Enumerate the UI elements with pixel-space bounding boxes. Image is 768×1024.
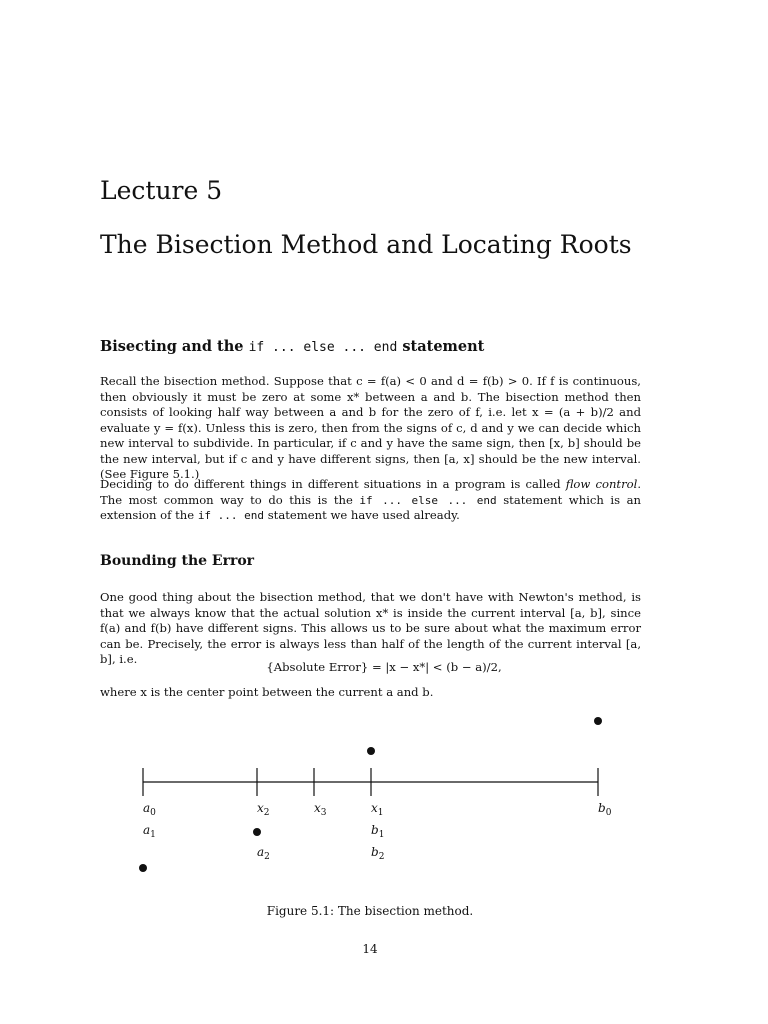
code-if-else-end: if ... else ... end bbox=[359, 493, 497, 507]
label-a1: $a_1$ bbox=[143, 823, 156, 840]
heading-text-pre: Bisecting and the bbox=[100, 338, 244, 355]
paragraph-recall: Recall the bisection method. Suppose that c = f(a) < 0 and d = f(b) > 0. If f is continuous, then obviously it must be zero at some x* between a and b. The bisection method then consists of looking half way between a and b for the zero of f, i.e. let x = (a + b)/2 and evaluate y = f(x). Unless this is zero, then from the signs of c, d and y we can decide which new interval to subdivide. In particular, if c and y have the same sign, then [x, b] should be the new interval, but if c and y have different signs, then [a, x] should be the new interval. (See Figure 5.1.) bbox=[100, 374, 641, 481]
label-a2: $a_2$ bbox=[257, 845, 270, 862]
paragraph-flow-control bbox=[100, 477, 641, 524]
point-f-a0 bbox=[139, 864, 147, 872]
label-x1: $x_1$ bbox=[371, 801, 384, 818]
label-x3: $x_3$ bbox=[314, 801, 327, 818]
label-b1: $b_1$ bbox=[371, 823, 385, 840]
para-text: Deciding to do different things in different situations in a program is called bbox=[100, 477, 561, 491]
lecture-label: Lecture 5 bbox=[100, 176, 223, 205]
label-b0: $b_0$ bbox=[598, 801, 612, 818]
label-x2: $x_2$ bbox=[257, 801, 270, 818]
para-text: . The most common way to do this is the bbox=[100, 477, 641, 507]
code-if-end: if ... end bbox=[197, 509, 265, 522]
heading-text-post: statement bbox=[402, 338, 485, 355]
para-text: statement which is an extension of the bbox=[100, 492, 642, 522]
section-heading-bisecting bbox=[100, 338, 484, 355]
paragraph-center-point: where x is the center point between the current a and b. bbox=[100, 685, 434, 699]
bisection-figure bbox=[0, 700, 768, 900]
point-f-b0 bbox=[594, 717, 602, 725]
paragraph-error: One good thing about the bisection method, that we don't have with Newton's method, is that we always know that the actual solution x* is inside the current interval [a, b], since f(a) and f(b) have different signs. This allows us to be sure about what the maximum error can be. Precisely, the error is always less than half of the length of the current interval [a, b], i.e. bbox=[100, 590, 641, 666]
heading-code: if ... else ... end bbox=[248, 340, 398, 355]
section-heading-bounding-error: Bounding the Error bbox=[100, 553, 255, 569]
para-text: statement we have used already. bbox=[267, 508, 460, 522]
figure-caption: Figure 5.1: The bisection method. bbox=[266, 904, 474, 918]
page-number: 14 bbox=[362, 942, 378, 956]
chapter-title: The Bisection Method and Locating Roots bbox=[100, 230, 632, 259]
point-f-x2 bbox=[253, 828, 261, 836]
label-a0: $a_0$ bbox=[143, 801, 156, 818]
point-f-x1 bbox=[367, 747, 375, 755]
term-flow-control: flow control bbox=[565, 477, 638, 491]
label-b2: $b_2$ bbox=[371, 845, 385, 862]
equation-absolute-error: {Absolute Error} = |x − x*| < (b − a)/2, bbox=[266, 660, 502, 674]
